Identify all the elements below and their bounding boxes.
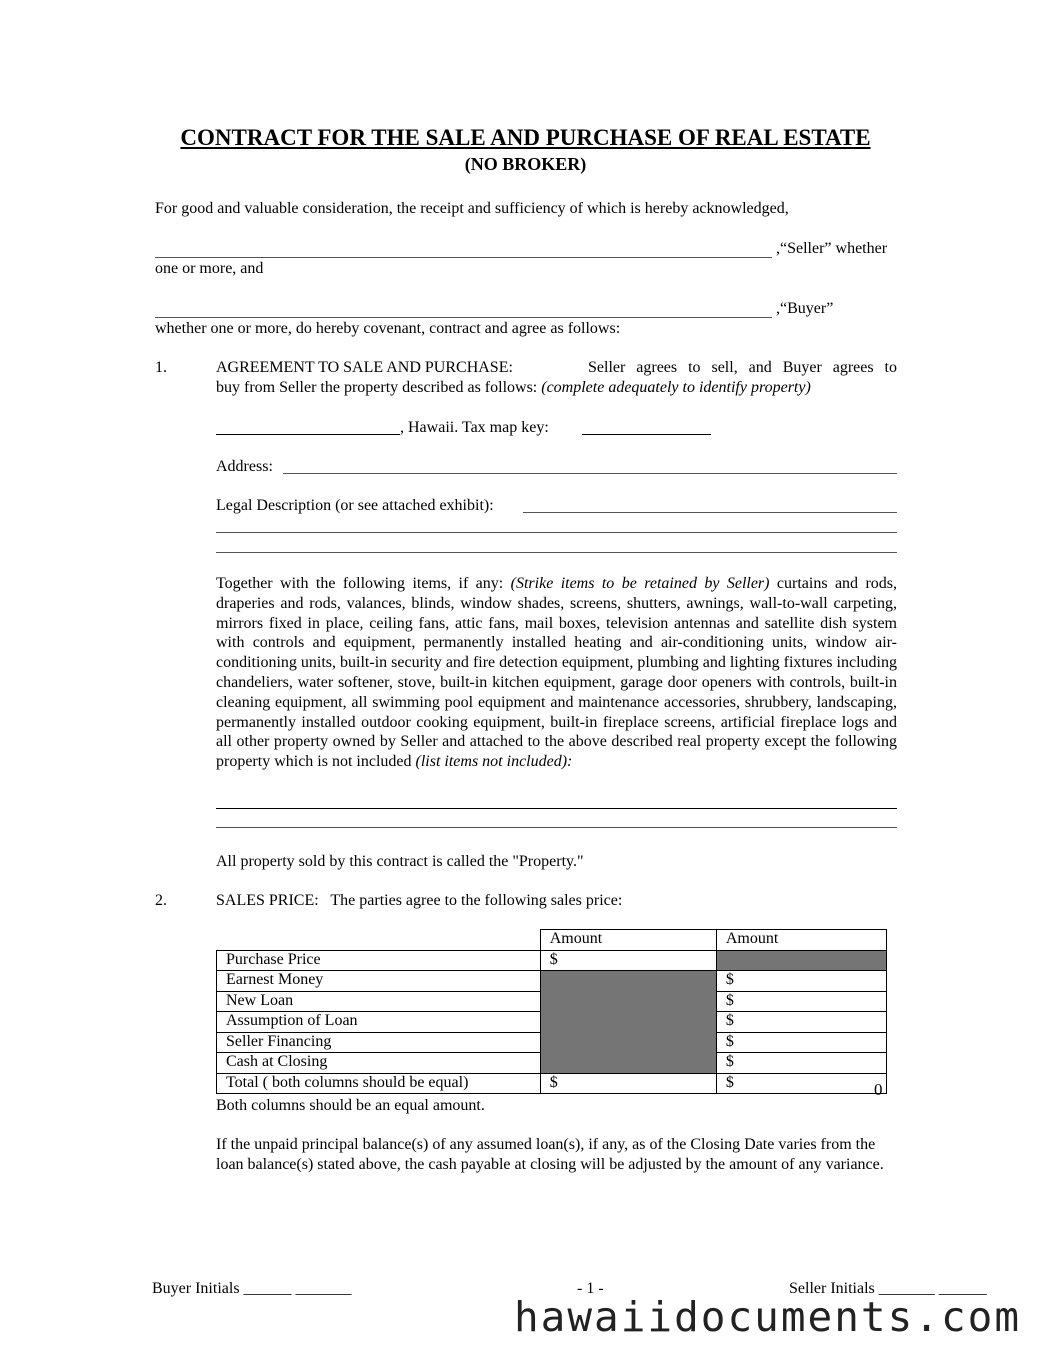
sales-price-table bbox=[216, 929, 887, 1094]
row-label: Assumption of Loan bbox=[217, 1012, 541, 1033]
section-1-number: 1. bbox=[155, 359, 167, 376]
page-number: - 1 - bbox=[577, 1280, 604, 1297]
seller-suffix: ,“Seller” whether bbox=[776, 240, 888, 257]
section-2-heading: SALES PRICE: The parties agree to the following sales price: bbox=[216, 892, 623, 909]
equal-amount-note: Both columns should be an equal amount. bbox=[216, 1097, 485, 1114]
document-title: CONTRACT FOR THE SALE AND PURCHASE OF REAL ESTATE bbox=[180, 125, 871, 150]
buyer-name-field[interactable] bbox=[155, 298, 772, 318]
legal-description-field[interactable] bbox=[523, 494, 897, 513]
row-label: Earnest Money bbox=[217, 971, 541, 992]
hawaii-tax-map-label: , Hawaii. Tax map key: bbox=[400, 419, 549, 436]
seller-continuation: one or more, and bbox=[155, 260, 264, 277]
assumption-of-loan-cell[interactable]: $ bbox=[716, 1012, 886, 1033]
table-header-blank bbox=[217, 930, 541, 951]
total-value: 0 bbox=[874, 1080, 883, 1099]
section-1-heading-rest: Seller agrees to sell, and Buyer agrees to bbox=[588, 359, 897, 376]
buyer-suffix: ,“Buyer” bbox=[776, 300, 834, 317]
seller-financing-cell[interactable]: $ bbox=[716, 1032, 886, 1053]
row-label: New Loan bbox=[217, 991, 541, 1012]
total-column-2-cell[interactable]: $ bbox=[716, 1073, 886, 1094]
watermark-text: hawaiidocuments.com bbox=[514, 1293, 1021, 1341]
buyer-continuation: whether one or more, do hereby covenant, contract and agree as follows: bbox=[155, 320, 621, 337]
earnest-money-cell[interactable]: $ bbox=[716, 971, 886, 992]
table-row bbox=[217, 1073, 887, 1094]
address-field[interactable] bbox=[283, 455, 897, 474]
legal-description-label: Legal Description (or see attached exhibit): bbox=[216, 497, 494, 514]
purchase-price-cell[interactable]: $ bbox=[540, 950, 716, 971]
included-items-paragraph: Together with the following items, if any: (Strike items to be retained by Seller) curtains and rods, draperies and rods, valances, blinds, window shades, screens, shutters, awnings, wall-to-wall carpeting, mirrors fixed in place, ceiling fans, attic fans, mail boxes, television antennas and satellite dish system with controls and equipment, permanently installed heating and air-conditioning units, window air-conditioning units, built-in security and fire detection equipment, plumbing and lighting fixtures including chandeliers, water softener, stove, built-in kitchen equipment, garage door openers with controls, built-in cleaning equipment, all swimming pool equipment and maintenance accessories, shrubbery, landscaping, permanently installed outdoor cooking equipment, built-in fireplace screens, artificial fireplace logs and all other property owned by Seller and attached to the above described real property except the following property which is not included (list items not included): bbox=[216, 575, 898, 771]
shaded-cell bbox=[540, 971, 716, 1074]
row-label: Purchase Price bbox=[217, 950, 541, 971]
buyer-initials[interactable]: Buyer Initials ______ _______ bbox=[152, 1280, 352, 1297]
island-field[interactable] bbox=[216, 415, 400, 435]
table-header-row bbox=[217, 930, 887, 951]
row-label: Cash at Closing bbox=[217, 1053, 541, 1074]
tax-map-key-field[interactable] bbox=[582, 415, 711, 435]
legal-description-line-3[interactable] bbox=[216, 534, 897, 553]
row-label: Total ( both columns should be equal) bbox=[217, 1073, 541, 1094]
legal-description-line-2[interactable] bbox=[216, 514, 897, 533]
intro-text: For good and valuable consideration, the receipt and sufficiency of which is hereby acknowledged, bbox=[155, 200, 789, 217]
excluded-items-line-1[interactable] bbox=[216, 791, 897, 809]
shaded-cell bbox=[716, 950, 886, 971]
document-subtitle: (NO BROKER) bbox=[464, 154, 587, 174]
new-loan-cell[interactable]: $ bbox=[716, 991, 886, 1012]
table-row bbox=[217, 950, 887, 971]
seller-name-field[interactable] bbox=[155, 238, 772, 258]
section-1-heading: AGREEMENT TO SALE AND PURCHASE: bbox=[216, 359, 513, 376]
table-row bbox=[217, 971, 887, 992]
cash-at-closing-cell[interactable]: $ bbox=[716, 1053, 886, 1074]
variance-paragraph: If the unpaid principal balance(s) of any assumed loan(s), if any, as of the Closing Date varies from the loan balance(s) stated above, the cash payable at closing will be adjusted by the amount of any variance. bbox=[216, 1136, 884, 1173]
excluded-items-line-2[interactable] bbox=[216, 810, 897, 828]
section-1-line2: buy from Seller the property described as follows: (complete adequately to identify property) bbox=[216, 379, 811, 396]
seller-initials[interactable]: Seller Initials _______ ______ bbox=[789, 1280, 987, 1297]
property-definition: All property sold by this contract is called the "Property." bbox=[216, 853, 584, 870]
section-2-number: 2. bbox=[155, 892, 167, 909]
row-label: Seller Financing bbox=[217, 1032, 541, 1053]
address-label: Address: bbox=[216, 458, 273, 475]
total-column-1-cell[interactable]: $ bbox=[540, 1073, 716, 1094]
table-header-amount-2: Amount bbox=[716, 930, 886, 951]
table-header-amount-1: Amount bbox=[540, 930, 716, 951]
